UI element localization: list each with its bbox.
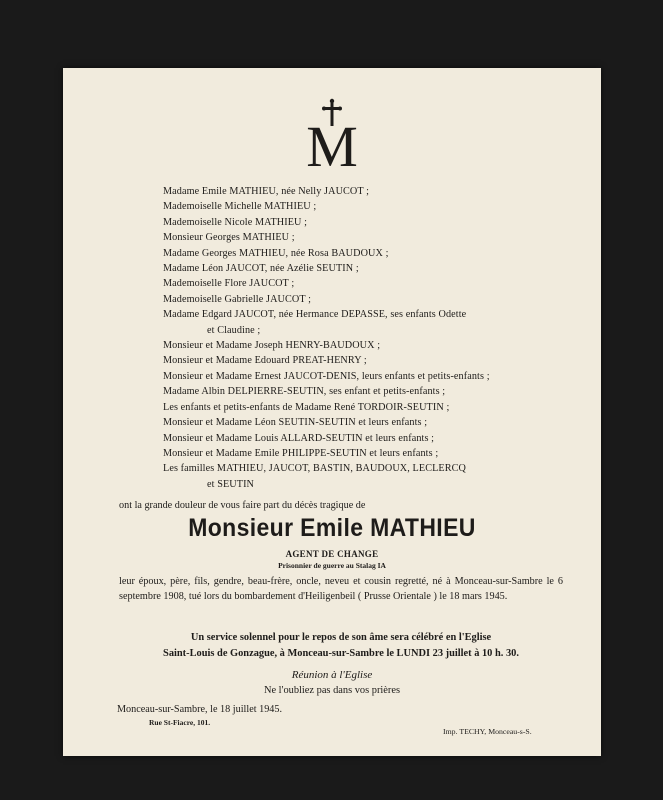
monogram-letter: M bbox=[306, 114, 358, 170]
mourner-line: Madame Georges MATHIEU, née Rosa BAUDOUX ; bbox=[163, 247, 389, 259]
announcement-intro: ont la grande douleur de vous faire part du décès tragique de bbox=[119, 500, 366, 511]
deceased-details: leur époux, père, fils, gendre, beau-frère, oncle, neveu et cousin regretté, né à Monceau-sur-Sambre le 6 septembre 1908, tué lors du bombardement d'Heiligenbeil ( Prusse Orientale ) le 18 mars 1945. bbox=[119, 576, 563, 602]
deceased-name: Monsieur Emile MATHIEU bbox=[188, 514, 476, 542]
mourner-line: Monsieur et Madame Léon SEUTIN-SEUTIN et leurs enfants ; bbox=[163, 417, 428, 429]
mourner-line: Les familles MATHIEU, JAUCOT, BASTIN, BAUDOUX, LECLERCQ bbox=[163, 463, 466, 475]
mourner-line: Madame Edgard JAUCOT, née Hermance DEPASSE, ses enfants Odette bbox=[163, 309, 467, 321]
marian-monogram bbox=[63, 98, 601, 175]
obituary-card bbox=[63, 68, 601, 756]
cross-m-icon bbox=[296, 98, 368, 170]
family-address: Rue St-Fiacre, 101. bbox=[149, 718, 211, 727]
service-line: Saint-Louis de Gonzague, à Monceau-sur-Sambre le LUNDI 23 juillet à 10 h. 30. bbox=[163, 647, 519, 659]
deceased-pow-note: Prisonnier de guerre au Stalag IA bbox=[278, 561, 386, 570]
mourner-line: Monsieur et Madame Emile PHILIPPE-SEUTIN et leurs enfants ; bbox=[163, 447, 439, 459]
reunion-note: Réunion à l'Eglise bbox=[291, 669, 373, 681]
service-line: Un service solennel pour le repos de son âme sera célébré en l'Eglise bbox=[190, 632, 492, 643]
mourner-line: Monsieur Georges MATHIEU ; bbox=[163, 232, 295, 244]
mourner-line: et SEUTIN bbox=[207, 478, 255, 490]
mourner-line: Mademoiselle Nicole MATHIEU ; bbox=[163, 216, 308, 228]
mourner-line: Monsieur et Madame Louis ALLARD-SEUTIN et leurs enfants ; bbox=[163, 432, 435, 444]
deceased-occupation: AGENT DE CHANGE bbox=[285, 549, 379, 559]
mourner-line: Madame Albin DELPIERRE-SEUTIN, ses enfant et petits-enfants ; bbox=[163, 386, 446, 398]
place-date: Monceau-sur-Sambre, le 18 juillet 1945. bbox=[117, 704, 283, 715]
printer-credit: Imp. TECHY, Monceau-s-S. bbox=[443, 727, 532, 736]
mourner-line: Les enfants et petits-enfants de Madame René TORDOIR-SEUTIN ; bbox=[163, 401, 450, 413]
prayers-note: Ne l'oubliez pas dans vos prières bbox=[263, 685, 401, 696]
mourner-line: Mademoiselle Gabrielle JAUCOT ; bbox=[163, 293, 312, 305]
mourner-line: Madame Emile MATHIEU, née Nelly JAUCOT ; bbox=[163, 186, 370, 197]
mourner-line: Monsieur et Madame Joseph HENRY-BAUDOUX ; bbox=[163, 340, 381, 352]
funeral-service-notice bbox=[119, 630, 563, 661]
mourner-line: Monsieur et Madame Edouard PREAT-HENRY ; bbox=[163, 355, 367, 367]
mourner-line: Mademoiselle Michelle MATHIEU ; bbox=[163, 201, 317, 213]
mourner-line: Monsieur et Madame Ernest JAUCOT-DENIS, leurs enfants et petits-enfants ; bbox=[163, 370, 490, 382]
mourner-line: Mademoiselle Flore JAUCOT ; bbox=[163, 278, 295, 290]
mourner-line: Madame Léon JAUCOT, née Azélie SEUTIN ; bbox=[163, 263, 359, 275]
mourner-line: et Claudine ; bbox=[207, 324, 261, 336]
mourners-list bbox=[163, 184, 583, 492]
